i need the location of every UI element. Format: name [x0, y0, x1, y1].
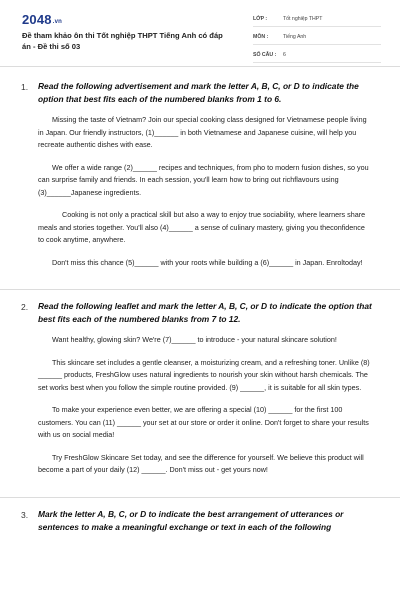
question-number: 3.: [21, 509, 29, 520]
meta-value: Tiếng Anh: [283, 34, 307, 40]
question-3: [0, 498, 400, 544]
site-logo[interactable]: [22, 12, 62, 27]
document-meta: [253, 12, 381, 66]
passage-paragraph: This skincare set includes a gentle cleanser, a moisturizing cream, and a refreshing toner. Unlike (8) ______ products, FreshGlow uses natural ingredients to nourish your skin without harsh chemicals. The set works best when you follow the simple routine provided. (9) ______, it is suitable for all skin types.: [38, 357, 370, 392]
question-instruction: Read the following advertisement and mark the letter A, B, C, or D to indicate the option that best fits each of the numbered blanks from 1 to 6.: [38, 81, 359, 104]
page-header: [0, 0, 400, 64]
question-list: [0, 70, 400, 544]
meta-key: SỐ CÂU :: [253, 52, 277, 58]
meta-row-question-count: [253, 48, 381, 63]
passage-paragraph: To make your experience even better, we are offering a special (10) ______ for the first 100 customers. You can (11) ______ your set at our store or order it online. Don't forget to share your results with us on social media!: [38, 405, 369, 439]
header-divider: [0, 66, 400, 67]
meta-value: Tốt nghiệp THPT: [283, 16, 323, 22]
passage-paragraph: Missing the taste of Vietnam? Join our special cooking class designed for Vietnamese people living in Japan. Our friendly instructors, (1)______ in both Vietnamese and Japanese cuisine, will help you recreate authentic dishes with ease.: [38, 115, 367, 149]
meta-key: MÔN :: [253, 34, 269, 40]
meta-value: 6: [283, 52, 286, 58]
question-2: [0, 290, 400, 498]
meta-row-subject: [253, 30, 381, 45]
passage-paragraph: We offer a wide range (2)______ recipes and techniques, from pho to modern fusion dishes, so you can surprise family and friends. In each session, you'll learn how to bring out richflavours using (3)______Japanese ingredients.: [38, 162, 369, 197]
meta-key: LỚP :: [253, 16, 268, 22]
document-title: Đề tham khảo ôn thi Tốt nghiệp THPT Tiếng Anh có đáp án - Đề thi số 03: [22, 31, 223, 51]
passage-paragraph: Try FreshGlow Skincare Set today, and see the difference for yourself. We believe this product will become a part of your daily (12) ______. Don't miss out - get yours now!: [38, 452, 364, 474]
question-number: 1.: [21, 82, 29, 92]
question-instruction: Read the following leaflet and mark the letter A, B, C, or D to indicate the option that best fits each of the numbered blanks from 7 to 12.: [38, 301, 372, 324]
passage-paragraph: Don't miss this chance (5)______ with your roots while building a (6)______ in Japan. Enroltoday!: [52, 257, 363, 267]
question-number: 2.: [21, 302, 29, 312]
question-1: [0, 70, 400, 290]
logo-text: 2048: [22, 12, 52, 27]
question-instruction: Mark the letter A, B, C, or D to indicate the best arrangement of utterances or sentences to make a meaningful exchange or text in each of the following: [38, 508, 344, 532]
passage-paragraph: Cooking is not only a practical skill but also a way to enjoy true sociability, where learners share meals and stories together. You'll also (4)______ a sense of culinary mastery, giving you theconfidence to cook anytime, anywhere.: [38, 210, 366, 244]
passage-paragraph: Want healthy, glowing skin? We're (7)______ to introduce - your natural skincare solution!: [52, 335, 337, 344]
meta-row-grade: [253, 12, 381, 27]
logo-suffix: .vn: [52, 19, 63, 25]
